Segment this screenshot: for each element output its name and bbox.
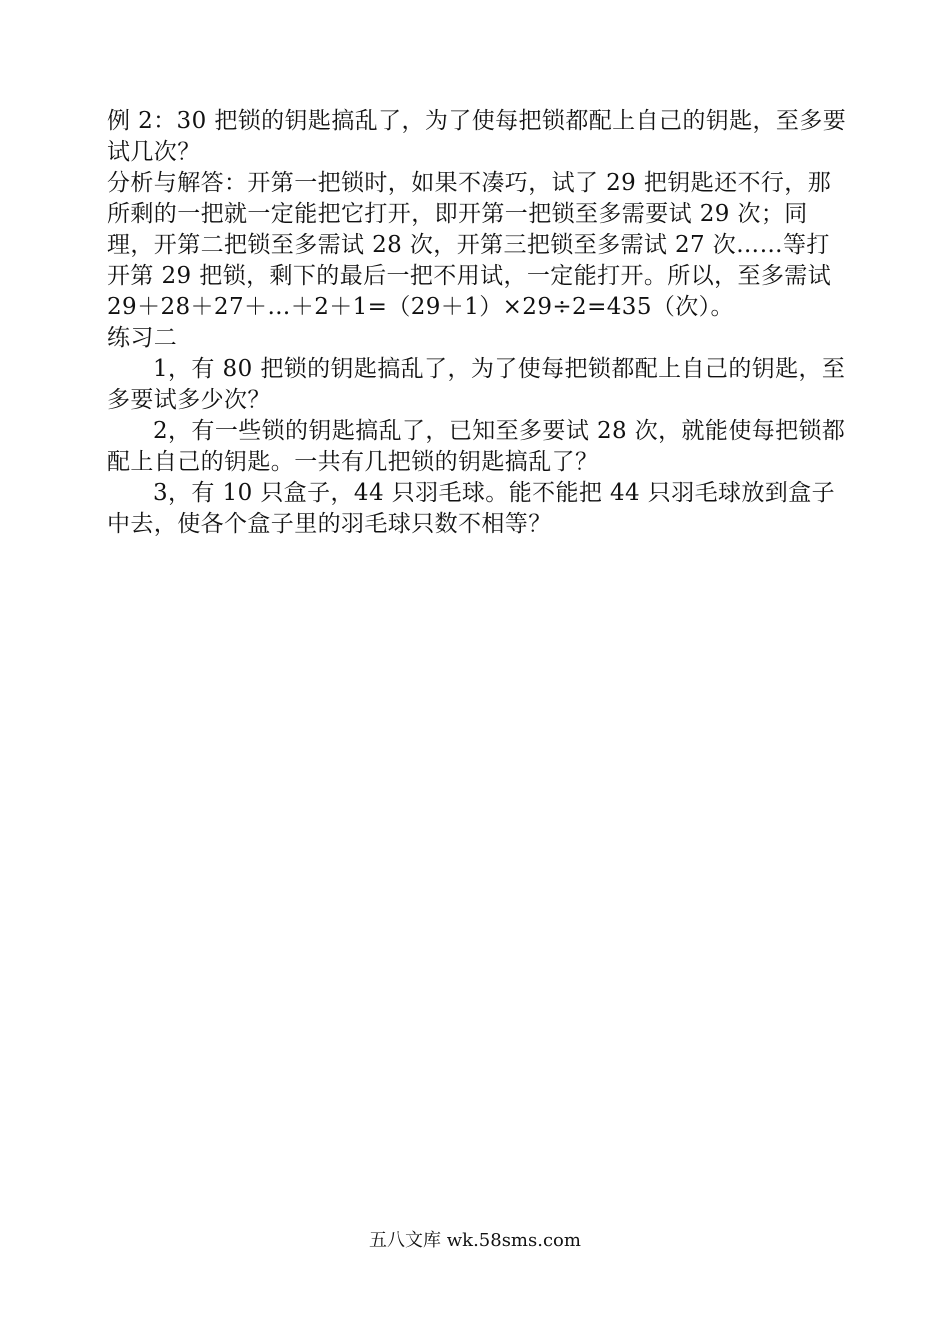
document-body — [107, 106, 847, 540]
example-title: 例 2：30 把锁的钥匙搞乱了，为了使每把锁都配上自己的钥匙，至多要试几次？ — [107, 108, 847, 165]
exercise-item-2: 2，有一些锁的钥匙搞乱了，已知至多要试 28 次，就能使每把锁都配上自己的钥匙。一共有几把锁的钥匙搞乱了？ — [107, 418, 846, 475]
page-footer: 五八文库 wk.58sms.com — [369, 1230, 581, 1251]
example-analysis: 分析与解答：开第一把锁时，如果不凑巧，试了 29 把钥匙还不行，那所剩的一把就一定能把它打开，即开第一把锁至多需要试 29 次；同理，开第二把锁至多需试 28 次，开第三把锁至多需试 27 次……等打开第 29 把锁，剩下的最后一把不用试，一定能打开。所以，至多需试 29＋28＋27＋…＋2＋1=（29＋1）×29÷2=435（次）。 — [107, 170, 832, 320]
exercise-item-3: 3，有 10 只盒子，44 只羽毛球。能不能把 44 只羽毛球放到盒子中去，使各个盒子里的羽毛球只数不相等？ — [107, 480, 835, 537]
exercise-item-1: 1，有 80 把锁的钥匙搞乱了，为了使每把锁都配上自己的钥匙，至多要试多少次？ — [107, 356, 846, 413]
exercise-heading: 练习二 — [107, 325, 178, 351]
